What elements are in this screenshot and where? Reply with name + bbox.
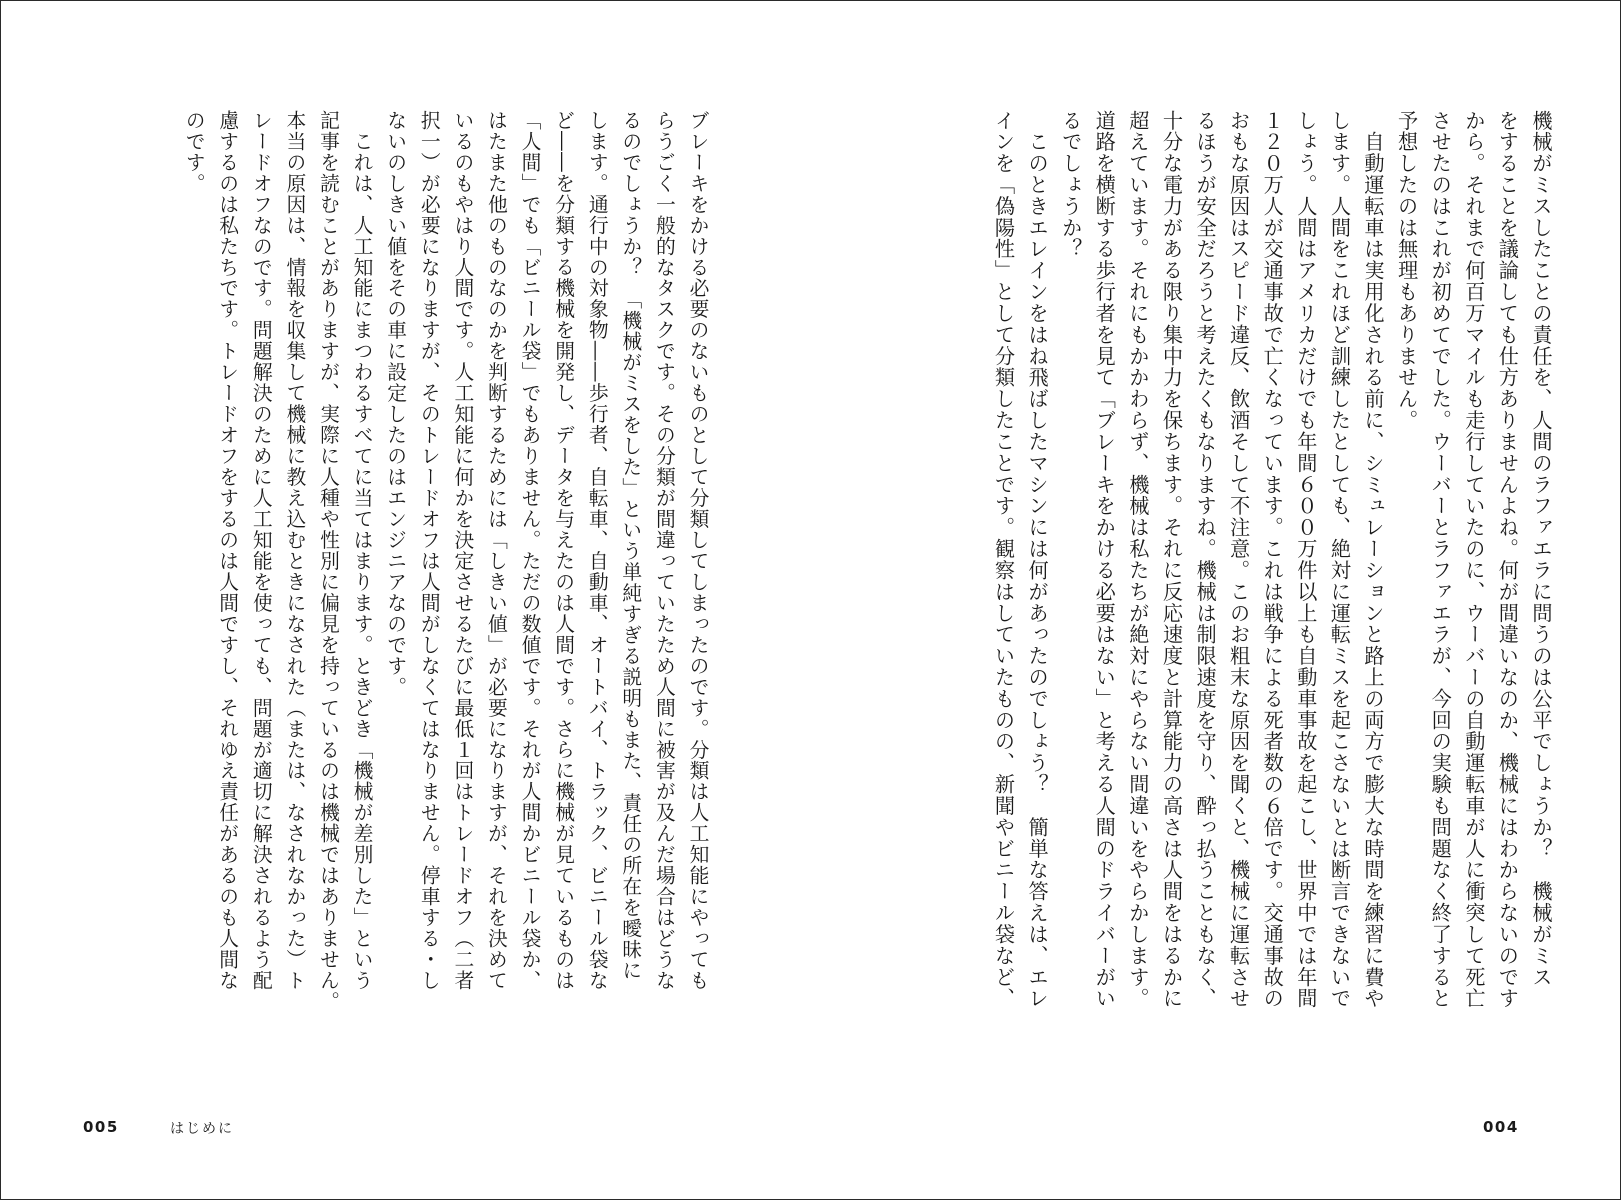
left-line: 択一）が必要になりますが、そのトレードオフは人間がしなくてはなりません。停車する・し [417,110,441,992]
left-line: はたまた他のものなのかを判断するためには「しきい値」が必要になりますが、それを決めて [484,110,508,992]
left-line: レードオフなのです。問題解決のために人工知能を使っても、問題が適切に解決されるよう配 [249,110,273,992]
left-line: 本当の原因は、情報を収集して機械に教え込むときになされた（または、なされなかった）ト [282,110,306,992]
right-line: 自動運転車は実用化される前に、シミュレーションと路上の両方で膨大な時間を練習に費や [1361,110,1386,1010]
right-line: させたのはこれが初めてでした。ウーバーとラファエラが、今回の実験も問題なく終了すると [1428,110,1453,1010]
left-line: のです。 [182,110,206,194]
left-line: これは、人工知能にまつわるすべてに当てはまります。ときどき「機械が差別した」という [350,110,374,992]
left-line: 「人間」でも「ビニール袋」でもありません。ただの数値です。それが人間かビニール袋か、 [518,110,542,992]
left-line: 慮するのは私たちです。トレードオフをするのは人間ですし、それゆえ責任があるのも人間な [215,110,239,992]
right-line: このときエレインをはね飛ばしたマシンには何があったのでしょう？ 簡単な答えは、エレ [1025,110,1050,1010]
left-line: らうごく一般的なタスクです。その分類が間違っていたため人間に被害が及んだ場合はどうな [652,110,676,992]
right-line: します。人間をこれほど訓練したとしても、絶対に運転ミスを起こさないとは断言できないで [1327,110,1352,1010]
right-line: 道路を横断する歩行者を見て「ブレーキをかける必要はない」と考える人間のドライバーがい [1092,110,1117,1010]
right-line: るでしょうか？ [1058,110,1083,260]
right-line: インを「偽陽性」として分類したことです。観察はしていたものの、新聞やビニール袋など、 [991,110,1016,1010]
left-page-number: 005 [83,1118,119,1136]
left-line: ないのしきい値をその車に設定したのはエンジニアなのです。 [383,110,407,698]
right-line: おもな原因はスピード違反、飲酒そして不注意。このお粗末な原因を聞くと、機械に運転させ [1226,110,1251,1010]
running-head: はじめに [170,1121,234,1137]
right-line: から。それまで何百万マイルも走行していたのに、ウーバーの自動運転車が人に衝突して死亡 [1461,110,1486,1010]
right-page-number: 004 [1483,1118,1519,1136]
right-page-body [987,110,1557,1020]
left-line: ブレーキをかける必要のないものとして分類してしまったのです。分類は人工知能にやっても [686,110,709,992]
left-line: ど――を分類する機械を開発し、データを与えたのは人間です。さらに機械が見ているものは [551,110,575,992]
right-line: 予想したのは無理もありません。 [1394,110,1419,432]
right-line: １２０万人が交通事故で亡くなっています。これは戦争による死者数の６倍です。交通事故の [1260,110,1285,1010]
left-line: いるのもやはり人間です。人工知能に何かを決定させるたびに最低１回はトレードオフ（二者 [450,110,474,992]
right-line: るほうが安全だろうと考えたくもなりますね。機械は制限速度を守り、酔っ払うこともなく、 [1193,110,1218,1010]
right-line: 超えています。それにもかかわらず、機械は私たちが絶対にやらない間違いをやらかします。 [1125,110,1150,1010]
left-line: します。通行中の対象物――歩行者、自転車、自動車、オートバイ、トラック、ビニール袋な [585,110,609,992]
right-line: 機械がミスしたことの責任を、人間のラファエラに問うのは公平でしょうか？ 機械がミス [1529,110,1553,988]
left-line: るのでしょうか？ 「機械がミスをした」という単純すぎる説明もまた、責任の所在を曖昧に [618,110,642,982]
right-line: をすることを議論しても仕方ありませんよね。何が間違いなのか、機械にはわからないのです [1495,110,1520,1010]
left-page-body [132,110,714,1020]
right-line: 十分な電力がある限り集中力を保ちます。それに反応速度と計算能力の高さは人間をはるかに [1159,110,1184,1010]
right-line: しょう。人間はアメリカだけでも年間６００万件以上も自動車事故を起こし、世界中では年間 [1293,110,1318,1010]
left-line: 記事を読むことがありますが、実際に人種や性別に偏見を持っているのは機械ではありません。 [316,110,340,1013]
